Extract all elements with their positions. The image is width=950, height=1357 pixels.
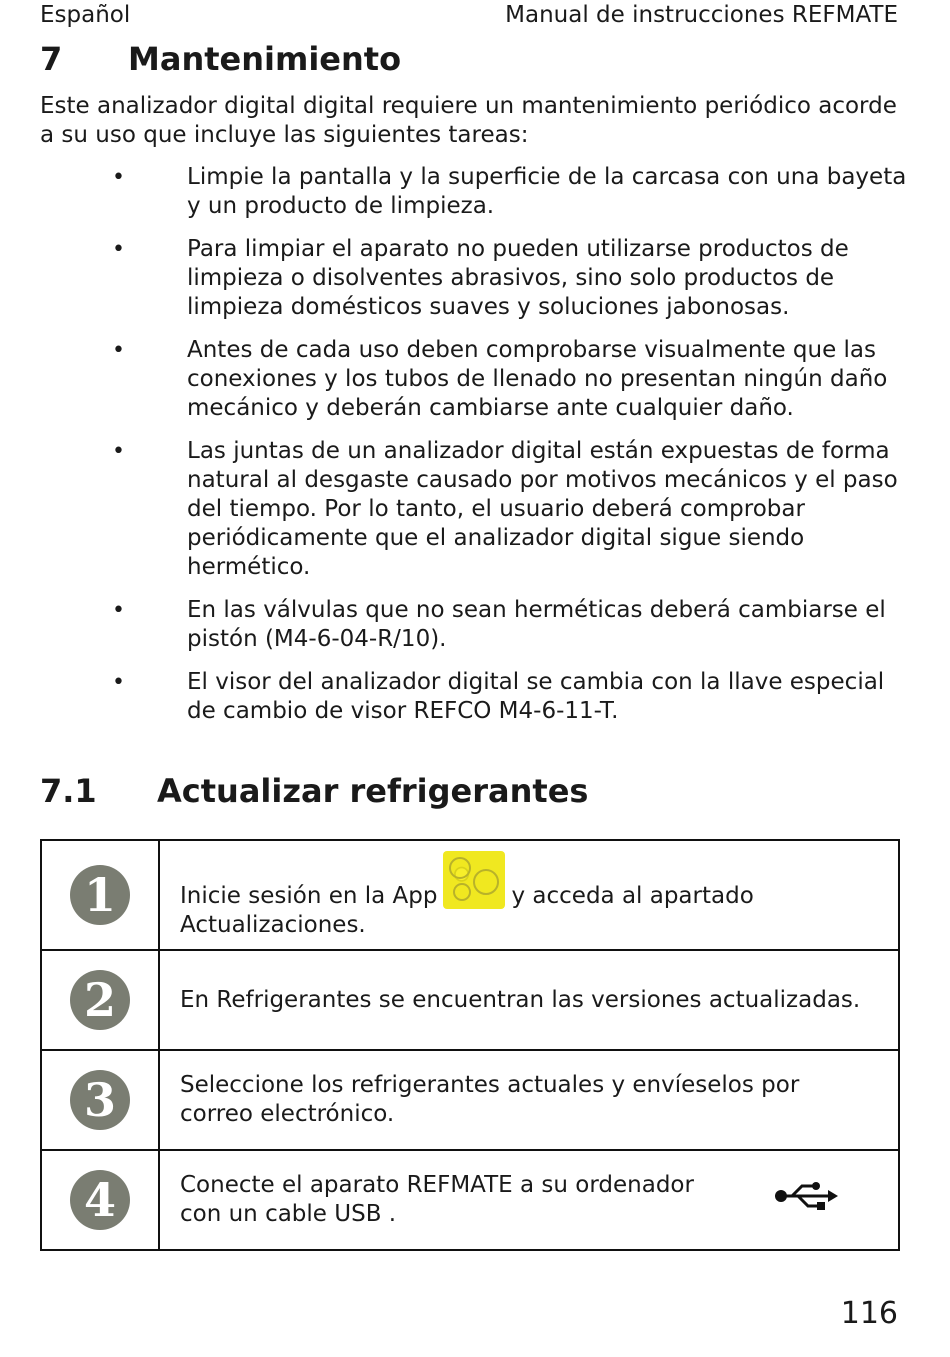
table-row — [41, 1050, 899, 1150]
step-text: Conecte el aparato REFMATE a su ordenador con un cable USB . — [180, 1172, 694, 1227]
list-item — [40, 596, 910, 654]
page-number: 116 — [840, 1296, 898, 1331]
list-item-text: Limpie la pantalla y la superficie de la carcasa con una bayeta y un producto de limpieza. — [187, 164, 907, 219]
step-number-badge: 3 — [70, 1070, 130, 1130]
step-text: En Refrigerantes se encuentran las versiones actualizadas. — [159, 950, 899, 1050]
step-number-badge: 1 — [70, 865, 130, 925]
bullet-icon: • — [112, 439, 125, 464]
maintenance-list — [40, 163, 910, 740]
list-item-text: Para limpiar el aparato no pueden utilizarse productos de limpieza o disolventes abrasivos, sino solo productos de limpieza domésticos suaves y soluciones jabonosas. — [187, 236, 849, 320]
usb-icon — [774, 1180, 838, 1220]
subsection-number: 7.1 — [40, 772, 97, 810]
subsection-title: Actualizar refrigerantes — [157, 772, 589, 810]
section-title: Mantenimiento — [128, 40, 402, 78]
step-number-badge: 4 — [70, 1170, 130, 1230]
bullet-icon: • — [112, 165, 125, 190]
table-row — [41, 1150, 899, 1250]
list-item-text: El visor del analizador digital se cambia con la llave especial de cambio de visor REFCO M4-6-11-T. — [187, 669, 885, 724]
bullet-icon: • — [112, 338, 125, 363]
section-intro: Este analizador digital digital requiere un mantenimiento periódico acorde a su uso que incluye las siguientes tareas: — [40, 93, 897, 148]
step-text: Inicie sesión en la App — [180, 882, 438, 909]
list-item — [40, 235, 910, 322]
header-manual-title: Manual de instrucciones REFMATE — [505, 2, 898, 28]
refmate-app-icon — [443, 851, 505, 909]
list-item — [40, 668, 910, 726]
list-item — [40, 163, 910, 221]
list-item — [40, 437, 910, 582]
table-row — [41, 840, 899, 950]
step-text: y acceda al apartado Actualizaciones. — [180, 882, 754, 938]
table-row — [41, 950, 899, 1050]
bullet-icon: • — [112, 237, 125, 262]
list-item-text: Las juntas de un analizador digital están expuestas de forma natural al desgaste causado por motivos mecánicos y el paso del tiempo. Por lo tanto, el usuario deberá comprobar periódicamente que el analizador digital sigue siendo hermético. — [187, 438, 898, 580]
section-number: 7 — [40, 40, 63, 78]
step-number-badge: 2 — [70, 970, 130, 1030]
section-heading — [40, 40, 401, 78]
list-item-text: Antes de cada uso deben comprobarse visualmente que las conexiones y los tubos de llenado no presentan ningún daño mecánico y deberán cambiarse ante cualquier daño. — [187, 337, 888, 421]
bullet-icon: • — [112, 598, 125, 623]
step-text: Seleccione los refrigerantes actuales y envíeselos por correo electrónico. — [159, 1050, 899, 1150]
list-item-text: En las válvulas que no sean herméticas deberá cambiarse el pistón (M4-6-04-R/10). — [187, 597, 886, 652]
steps-table — [40, 839, 900, 1251]
list-item — [40, 336, 910, 423]
subsection-heading — [40, 772, 588, 810]
header-language: Español — [40, 2, 131, 28]
bullet-icon: • — [112, 670, 125, 695]
